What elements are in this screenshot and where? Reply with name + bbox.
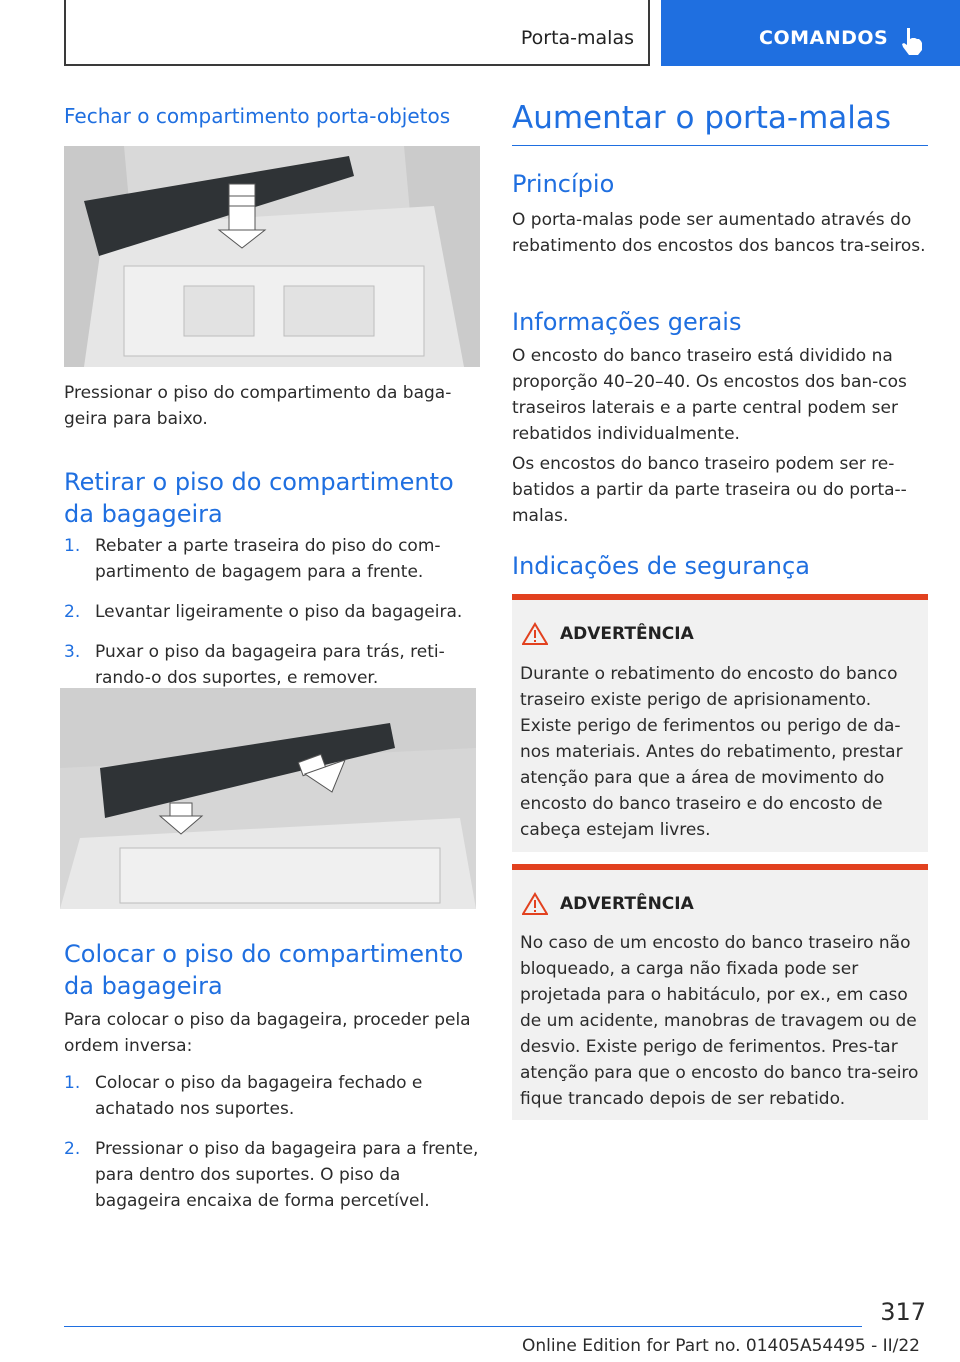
list-remove-floor-steps: [64, 533, 480, 705]
list-item: 1. Rebater a parte traseira do piso do com-partimento de bagagem para a frente.: [64, 536, 441, 582]
paragraph-press-floor: Pressionar o piso do compartimento da baga-geira para baixo.: [64, 383, 452, 429]
warning-box-1: [512, 594, 928, 852]
warning-text: No caso de um encosto do banco traseiro não bloqueado, a carga não fixada pode ser projetada para o habitáculo, por ex., em caso de um acidente, manobras de travagem ou de desvio. Existe perigo de ferimentos. Pres-tar atenção para que o encosto do banco tra-seiro fique trancado depois de ser rebatido.: [520, 933, 919, 1109]
warning-label: ADVERTÊNCIA: [560, 624, 694, 644]
header-chapter-title: COMANDOS: [759, 27, 889, 49]
heading-safety: Indicações de segurança: [512, 552, 810, 580]
heading-remove-floor: Retirar o piso do compartimento da bagageira: [64, 468, 454, 528]
list-item: 2. Levantar ligeiramente o piso da bagageira.: [64, 602, 463, 622]
warning-label: ADVERTÊNCIA: [560, 894, 694, 914]
list-item: 1. Colocar o piso da bagageira fechado e achatado nos suportes.: [64, 1073, 423, 1119]
pointing-hand-icon: [898, 26, 926, 56]
heading-principle: Princípio: [512, 170, 615, 198]
header-chapter-tab: [661, 0, 960, 66]
list-item: 2. Pressionar o piso da bagageira para a frente, para dentro dos suportes. O piso da bagageira encaixa de forma percetível.: [64, 1139, 479, 1211]
title-rule: [512, 145, 928, 146]
page-title: Aumentar o porta-malas: [512, 100, 892, 136]
heading-close-compartment: Fechar o compartimento porta-objetos: [64, 104, 451, 128]
warning-triangle-icon: [522, 622, 548, 646]
header-section-box: [64, 0, 650, 66]
paragraph-general-info-2: Os encostos do banco traseiro podem ser re-batidos a partir da parte traseira ou do porta--malas.: [512, 454, 907, 526]
warning-triangle-icon: [522, 892, 548, 916]
header-section-title: Porta-malas: [520, 27, 634, 49]
photo-remove-floor: [60, 688, 476, 909]
list-item: 3. Puxar o piso da bagageira para trás, reti-rando-o dos suportes, e remover.: [64, 642, 445, 688]
warning-box-2: [512, 864, 928, 1120]
paragraph-principle: O porta-malas pode ser aumentado através do rebatimento dos encostos dos bancos tra-seiros.: [512, 210, 926, 256]
paragraph-reverse-order: Para colocar o piso da bagageira, proceder pela ordem inversa:: [64, 1010, 471, 1056]
footer-rule: [64, 1326, 862, 1327]
list-place-floor-steps: [64, 1070, 480, 1228]
photo-close-compartment: [64, 146, 480, 367]
footer-edition: Online Edition for Part no. 01405A54495 - II/22: [521, 1336, 920, 1356]
paragraph-general-info-1: O encosto do banco traseiro está dividido na proporção 40–20–40. Os encostos dos ban-cos traseiros laterais e a parte central podem ser rebatidos individualmente.: [512, 346, 907, 444]
heading-general-info: Informações gerais: [512, 308, 742, 336]
warning-text: Durante o rebatimento do encosto do banco traseiro existe perigo de aprisionamento. Existe perigo de ferimentos ou perigo de da-nos materiais. Antes do rebatimento, prestar atenção para que a área de movimento do encosto do banco traseiro e do encosto de cabeça estejam livres.: [520, 664, 903, 840]
heading-place-floor: Colocar o piso do compartimento da bagageira: [64, 940, 464, 1000]
page-number: 317: [880, 1298, 926, 1326]
